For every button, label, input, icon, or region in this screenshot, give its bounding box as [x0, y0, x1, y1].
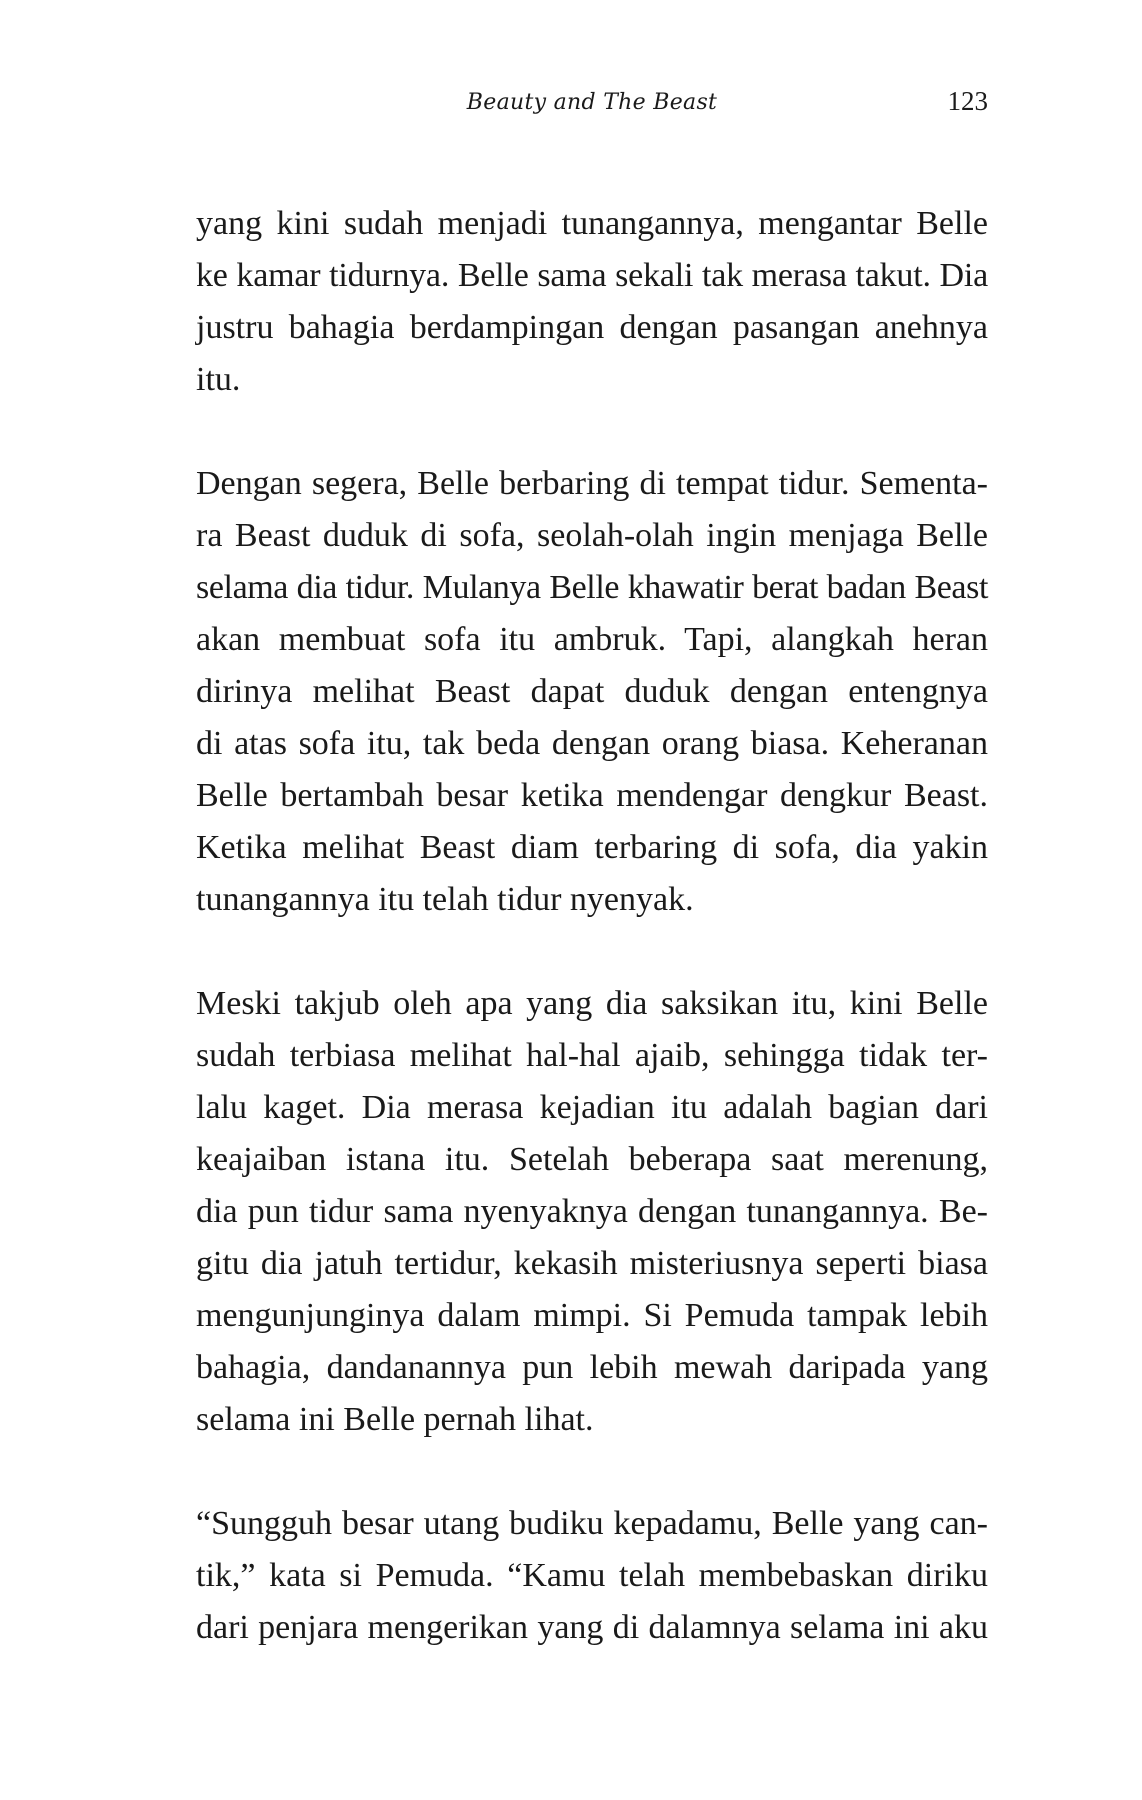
- text-line: Meski takjub oleh apa yang dia saksikan itu, kini Belle: [196, 985, 988, 1022]
- text-line: tunangannya itu telah tidur nyenyak.: [196, 881, 694, 918]
- text-line: itu.: [196, 361, 241, 398]
- running-title: Beauty and The Beast: [466, 90, 718, 115]
- body-text: [196, 198, 988, 1654]
- text-line: Ketika melihat Beast diam terbaring di sofa, dia yakin: [196, 829, 988, 866]
- text-line: justru bahagia berdampingan dengan pasangan anehnya: [196, 309, 988, 346]
- text-line: di atas sofa itu, tak beda dengan orang biasa. Keheranan: [196, 725, 988, 762]
- text-line: ra Beast duduk di sofa, seolah-olah ingin menjaga Belle: [196, 517, 988, 554]
- text-line: lalu kaget. Dia merasa kejadian itu adalah bagian dari: [196, 1089, 988, 1126]
- text-line: dari penjara mengerikan yang di dalamnya selama ini aku: [196, 1609, 988, 1646]
- text-line: keajaiban istana itu. Setelah beberapa saat merenung,: [196, 1141, 988, 1178]
- text-line: dia pun tidur sama nyenyaknya dengan tunangannya. Be-: [196, 1193, 988, 1230]
- paragraph-3: [196, 978, 988, 1446]
- page-number: 123: [947, 86, 988, 116]
- text-line: mengunjunginya dalam mimpi. Si Pemuda tampak lebih: [196, 1297, 988, 1334]
- text-line: gitu dia jatuh tertidur, kekasih misteriusnya seperti biasa: [196, 1245, 988, 1282]
- text-line: ke kamar tidurnya. Belle sama sekali tak merasa takut. Dia: [196, 257, 988, 294]
- text-line: tik,” kata si Pemuda. “Kamu telah membebaskan diriku: [196, 1557, 988, 1594]
- paragraph-1: [196, 198, 988, 406]
- running-header: [196, 86, 988, 126]
- paragraph-4: [196, 1498, 988, 1654]
- text-line: “Sungguh besar utang budiku kepadamu, Belle yang can-: [196, 1505, 988, 1542]
- text-line: bahagia, dandanannya pun lebih mewah daripada yang: [196, 1349, 988, 1386]
- text-line: selama ini Belle pernah lihat.: [196, 1401, 594, 1438]
- text-line: yang kini sudah menjadi tunangannya, mengantar Belle: [196, 205, 988, 242]
- paragraph-2: [196, 458, 988, 926]
- text-line: akan membuat sofa itu ambruk. Tapi, alangkah heran: [196, 621, 988, 658]
- text-line: Belle bertambah besar ketika mendengar dengkur Beast.: [196, 777, 988, 814]
- text-line: sudah terbiasa melihat hal-hal ajaib, sehingga tidak ter-: [196, 1037, 988, 1074]
- text-line: dirinya melihat Beast dapat duduk dengan entengnya: [196, 673, 988, 710]
- text-line: Dengan segera, Belle berbaring di tempat tidur. Sementa-: [196, 465, 988, 502]
- text-line: selama dia tidur. Mulanya Belle khawatir berat badan Beast: [196, 569, 988, 606]
